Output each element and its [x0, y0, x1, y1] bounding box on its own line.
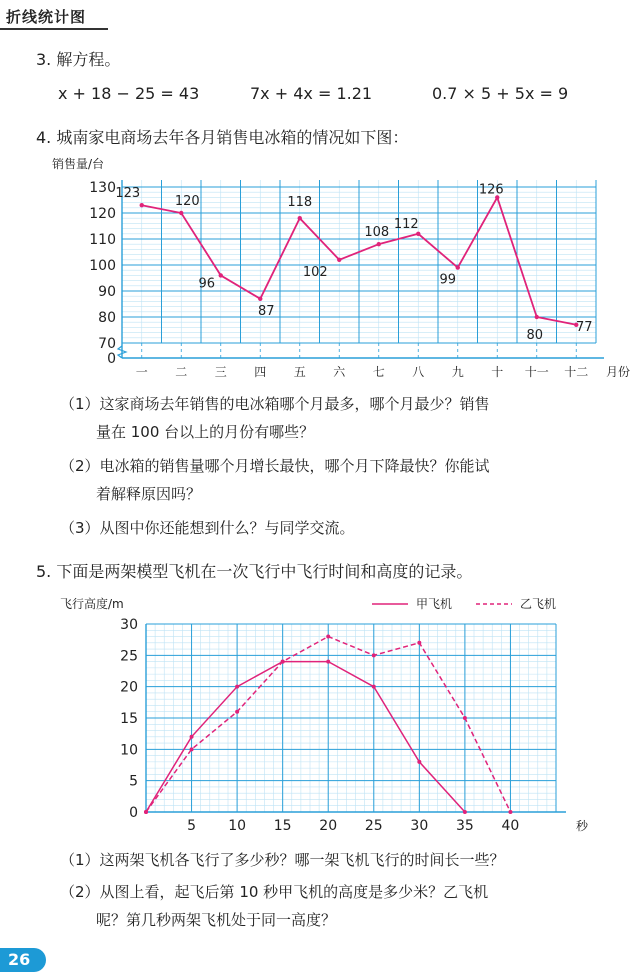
legend-label: 乙飞机 [520, 597, 557, 611]
x-tick-label: 30 [410, 818, 429, 834]
data-point [463, 716, 467, 720]
header-underline [0, 28, 108, 30]
data-point [372, 653, 376, 657]
sales-line-chart [40, 152, 630, 382]
data-label: 118 [287, 195, 313, 211]
x-tick-label: 十二 [564, 365, 589, 379]
x-tick-label: 四 [254, 365, 267, 379]
data-point [326, 660, 330, 664]
x-tick-label: 一 [135, 365, 148, 379]
data-label: 96 [198, 276, 216, 292]
y-tick-label: 20 [120, 679, 138, 696]
y-tick-label: 0 [129, 805, 138, 821]
x-tick-label: 五 [293, 365, 306, 379]
data-point [372, 685, 376, 689]
data-label: 126 [478, 182, 504, 198]
x-tick-label: 35 [455, 818, 474, 834]
flight-line-chart [60, 592, 620, 840]
x-tick-label: 六 [333, 365, 346, 379]
data-label: 87 [257, 303, 275, 319]
x-tick-label: 十 [491, 365, 504, 379]
q3-equation-2: 7x + 4x = 1.21 [250, 84, 373, 103]
q5-sub1: （1）这两架飞机各飞行了多少秒？哪一架飞机飞行的时间长一些？ [60, 851, 505, 869]
x-tick-label: 15 [273, 818, 292, 834]
data-point [281, 660, 285, 664]
y-tick-label: 100 [89, 258, 116, 274]
data-point [508, 810, 512, 814]
data-point [377, 242, 381, 246]
x-tick-label: 七 [372, 365, 385, 379]
x-tick-label: 5 [187, 818, 197, 834]
q4-sub2-line1: （2）电冰箱的销售量哪个月增长最快，哪个月下降最快？你能试 [60, 457, 490, 475]
q5-sub2-line1: （2）从图上看，起飞后第 10 秒甲飞机的高度是多少米？乙飞机 [60, 883, 489, 901]
x-axis-label: 月份 [605, 365, 630, 379]
x-tick-label: 九 [451, 365, 464, 379]
y-tick-label: 30 [120, 617, 138, 633]
data-point [535, 315, 539, 319]
q5-label: 5. 下面是两架模型飞机在一次飞行中飞行时间和高度的记录。 [36, 562, 473, 581]
y-tick-label: 70 [98, 336, 116, 352]
data-label: 108 [364, 225, 390, 241]
y-tick-label: 5 [129, 773, 138, 790]
chapter-header [0, 0, 640, 30]
chapter-title: 折线统计图 [6, 8, 87, 26]
data-point [144, 810, 148, 814]
data-point [337, 258, 341, 262]
data-point [190, 735, 194, 739]
data-label: 120 [174, 194, 200, 209]
q3-equation-1: x + 18 − 25 = 43 [58, 84, 200, 103]
data-label: 77 [575, 319, 593, 335]
q3-equation-3: 0.7 × 5 + 5x = 9 [432, 84, 569, 103]
x-tick-label: 10 [228, 818, 247, 834]
q4-sub1-line1: （1）这家商场去年销售的电冰箱哪个月最多，哪个月最少？销售 [60, 395, 490, 413]
x-tick-label: 二 [175, 365, 188, 379]
q3-label: 3. 解方程。 [36, 50, 121, 69]
x-tick-label: 40 [501, 818, 520, 834]
data-point [326, 635, 330, 639]
data-point [235, 710, 239, 714]
x-tick-label: 20 [319, 818, 338, 834]
q4-sub2-line2: 着解释原因吗？ [96, 485, 202, 503]
y-tick-label: 15 [120, 711, 138, 727]
data-point [463, 810, 467, 814]
legend-label: 甲飞机 [416, 597, 453, 611]
y-tick-label: 25 [120, 648, 138, 665]
data-point [417, 760, 421, 764]
y-tick-label: 0 [107, 351, 116, 367]
y-tick-label: 110 [89, 232, 116, 248]
y-tick-label: 130 [89, 180, 116, 196]
y-axis-label: 销售量/台 [52, 157, 105, 171]
data-point [190, 747, 194, 751]
q4-label: 4. 城南家电商场去年各月销售电冰箱的情况如下图： [36, 128, 409, 147]
y-tick-label: 10 [120, 742, 138, 759]
data-label: 80 [526, 328, 544, 343]
x-tick-label: 十一 [524, 365, 549, 379]
data-point [416, 232, 420, 236]
data-point [219, 273, 223, 277]
y-tick-label: 120 [89, 206, 116, 222]
y-tick-label: 80 [98, 310, 116, 326]
data-label: 123 [115, 186, 141, 202]
data-label: 102 [302, 264, 328, 280]
data-point [235, 685, 239, 689]
data-label: 99 [439, 272, 457, 288]
data-point [417, 641, 421, 645]
data-point [258, 297, 262, 301]
x-axis-label: 秒 [575, 819, 589, 833]
q4-sub3: （3）从图中你还能想到什么？与同学交流。 [60, 519, 355, 537]
data-label: 112 [393, 216, 419, 232]
y-axis-label: 飞行高度/m [60, 597, 124, 611]
q4-sub1-line2: 量在 100 台以上的月份有哪些？ [96, 423, 315, 441]
page-number: 26 [8, 950, 31, 969]
y-tick-label: 90 [98, 284, 116, 300]
data-point [179, 211, 183, 215]
x-tick-label: 八 [412, 365, 425, 379]
data-point [456, 265, 460, 269]
q5-sub2-line2: 呢？第几秒两架飞机处于同一高度？ [96, 911, 337, 929]
x-tick-label: 25 [364, 818, 383, 834]
data-point [140, 203, 144, 207]
x-tick-label: 三 [214, 365, 227, 379]
data-point [298, 216, 302, 220]
